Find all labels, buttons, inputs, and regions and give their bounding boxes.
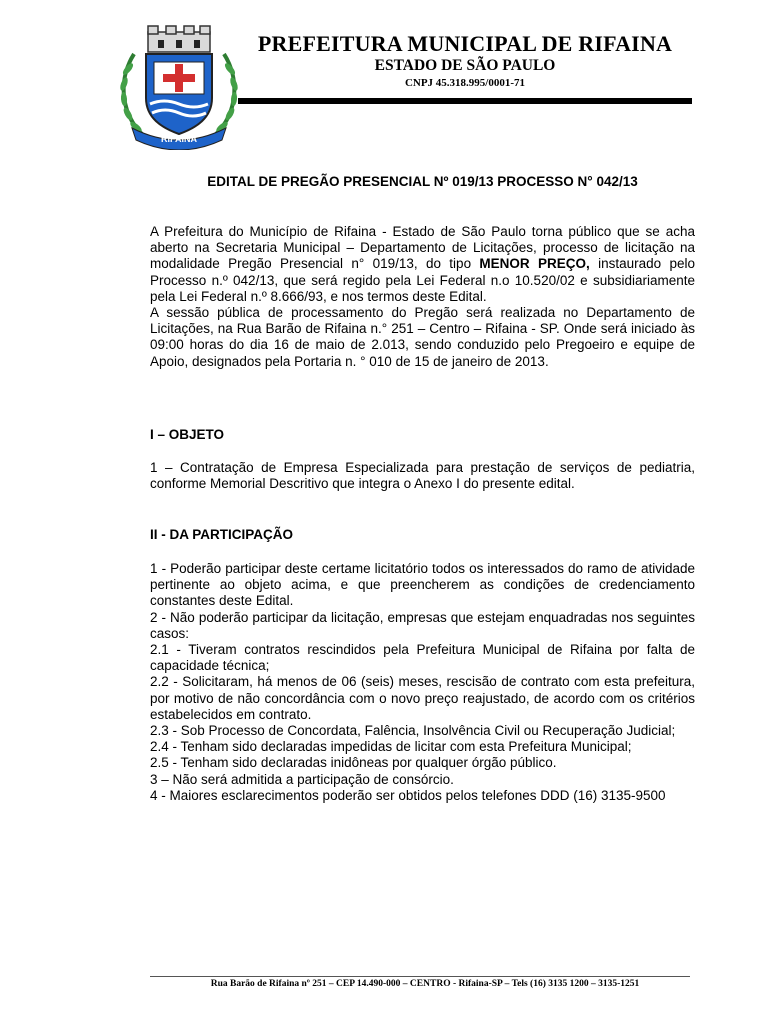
section-objeto-heading: I – OBJETO xyxy=(150,427,225,442)
municipal-crest-logo xyxy=(114,24,244,150)
participacao-item: 3 – Não será admitida a participação de consórcio. xyxy=(150,771,454,787)
intro-paragraph-2: A sessão pública de processamento do Pregão será realizada no Departamento de Licitações, na Rua Barão de Rifaina n.° 251 – Centro – Rifaina - SP. Onde será iniciado às 09:00 horas do dia 16 de maio de 2.013, sendo conduzido pelo Pregoeiro e equipe de Apoio, designados pela Portaria n. ° 010 de 15 de janeiro de 2013. xyxy=(150,305,695,369)
participacao-item: 4 - Maiores esclarecimentos poderão ser obtidos pelos telefones DDD (16) 3135-9500 xyxy=(150,787,666,803)
org-state: ESTADO DE SÃO PAULO xyxy=(374,57,556,74)
section-participacao-body xyxy=(150,561,695,804)
org-cnpj: CNPJ 45.318.995/0001-71 xyxy=(404,77,526,89)
section-participacao-heading: II - DA PARTICIPAÇÃO xyxy=(150,527,293,542)
footer-address: Rua Barão de Rifaina nº 251 – CEP 14.490-000 – CENTRO - Rifaina-SP – Tels (16) 3135 1200 – 3135-1251 xyxy=(210,979,640,989)
participacao-item: 1 - Poderão participar deste certame licitatório todos os interessados do ramo de atividade pertinente ao objeto acima, e que preencherem as condições de credenciamento constantes deste Edital. xyxy=(150,561,695,609)
header-divider xyxy=(238,98,692,104)
participacao-item: 2.5 - Tenham sido declaradas inidôneas por qualquer órgão público. xyxy=(150,755,557,771)
org-name: PREFEITURA MUNICIPAL DE RIFAINA xyxy=(257,31,673,56)
section-objeto-body xyxy=(150,460,695,492)
document-title: EDITAL DE PREGÃO PRESENCIAL Nº 019/13 PROCESSO N° 042/13 xyxy=(207,174,638,189)
participacao-item: 2 - Não poderão participar da licitação, empresas que estejam enquadradas nos seguintes casos: xyxy=(150,609,695,641)
participacao-item: 2.1 - Tiveram contratos rescindidos pela Prefeitura Municipal de Rifaina por falta de capacidade técnica; xyxy=(150,642,695,674)
intro-section xyxy=(150,224,695,370)
participacao-item: 2.2 - Solicitaram, há menos de 06 (seis) meses, rescisão de contrato com esta prefeitura, por motivo de não concordância com o novo preço reajustado, de acordo com os critérios estabelecidos em contrato. xyxy=(150,674,695,722)
crest-ribbon-text: RIFAINA xyxy=(161,134,197,144)
intro-p1-text-b: instaurado pelo Processo n.º 042/13, que será regido pela Lei Federal n.o 10.520/02 e subsidiariamente pela Lei Federal n.º 8.666/93, e nos termos deste Edital. xyxy=(150,256,695,304)
intro-p1-bold: MENOR PREÇO, xyxy=(479,256,590,272)
participacao-item: 2.3 - Sob Processo de Concordata, Falência, Insolvência Civil ou Recuperação Judicial; xyxy=(150,723,676,739)
participacao-item: 2.4 - Tenham sido declaradas impedidas de licitar com esta Prefeitura Municipal; xyxy=(150,739,632,755)
objeto-paragraph: 1 – Contratação de Empresa Especializada para prestação de serviços de pediatria, conforme Memorial Descritivo que integra o Anexo I do presente edital. xyxy=(150,460,695,492)
footer-divider xyxy=(150,976,690,977)
intro-paragraph-1 xyxy=(150,224,695,305)
intro-p1-text-a: A Prefeitura do Município de Rifaina - Estado de São Paulo torna público que se acha aberto na Secretaria Municipal – Departamento de Licitações, processo de licitação na modalidade Pregão Presencial n° 019/13, do tipo xyxy=(150,224,695,272)
